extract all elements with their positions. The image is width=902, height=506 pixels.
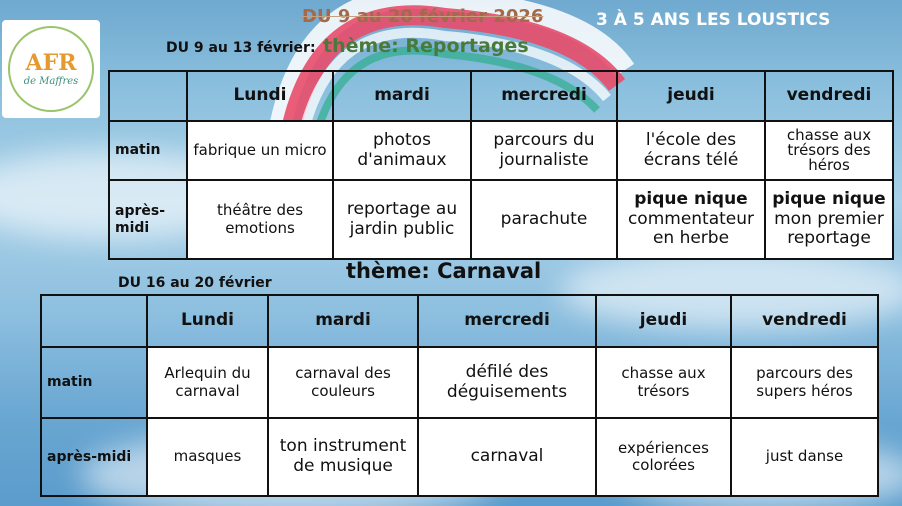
activity-cell: chasse aux trésors [596, 347, 731, 418]
activity-text: mon premier reportage [774, 208, 884, 249]
pique-nique-label: pique nique [772, 189, 886, 210]
activity-cell: parcours du journaliste [471, 121, 617, 180]
activity-cell: théâtre des emotions [187, 180, 333, 259]
day-header: mercredi [418, 295, 596, 347]
logo-subtitle: de Maffres [23, 76, 79, 87]
activity-cell: chasse aux trésors des héros [765, 121, 893, 180]
week2-theme: thème: Carnaval [346, 259, 542, 283]
corner-cell [41, 295, 147, 347]
activity-cell: carnaval [418, 418, 596, 496]
table-row [109, 121, 893, 180]
day-header: Lundi [187, 71, 333, 121]
week2-label: DU 16 au 20 février [118, 275, 272, 291]
day-header: mercredi [471, 71, 617, 121]
row-label-apres-midi: après-midi [109, 180, 187, 259]
day-header: vendredi [731, 295, 878, 347]
activity-cell: défilé des déguisements [418, 347, 596, 418]
activity-cell [617, 180, 765, 259]
activity-cell: l'école des écrans télé [617, 121, 765, 180]
table-header-row [41, 295, 878, 347]
table-row [109, 180, 893, 259]
activity-cell: photos d'animaux [333, 121, 471, 180]
row-label-apres-midi: après-midi [41, 418, 147, 496]
row-label-matin: matin [109, 121, 187, 180]
table-header-row [109, 71, 893, 121]
afr-logo [2, 20, 100, 118]
activity-cell: Arlequin du carnaval [147, 347, 268, 418]
page-title: DU 9 au 20 février 2026 [302, 6, 544, 27]
week1-schedule-table [108, 70, 894, 260]
week1-theme: thème: Reportages [323, 35, 529, 57]
day-header: jeudi [617, 71, 765, 121]
activity-cell: expériences colorées [596, 418, 731, 496]
week1-label: DU 9 au 13 février: [166, 40, 316, 56]
activity-cell: fabrique un micro [187, 121, 333, 180]
pique-nique-label: pique nique [634, 189, 748, 210]
corner-cell [109, 71, 187, 121]
day-header: vendredi [765, 71, 893, 121]
day-header: jeudi [596, 295, 731, 347]
row-label-matin: matin [41, 347, 147, 418]
table-row [41, 347, 878, 418]
day-header: mardi [333, 71, 471, 121]
activity-cell: masques [147, 418, 268, 496]
activity-cell: ton instrument de musique [268, 418, 418, 496]
activity-cell [765, 180, 893, 259]
activity-cell: parcours des supers héros [731, 347, 878, 418]
week2-schedule-table [40, 294, 879, 497]
logo-title: AFR [25, 50, 77, 76]
activity-cell: parachute [471, 180, 617, 259]
activity-cell: reportage au jardin public [333, 180, 471, 259]
activity-text: commentateur en herbe [627, 208, 755, 249]
activity-cell: carnaval des couleurs [268, 347, 418, 418]
table-row [41, 418, 878, 496]
day-header: Lundi [147, 295, 268, 347]
group-title: 3 À 5 ANS LES LOUSTICS [596, 10, 831, 30]
day-header: mardi [268, 295, 418, 347]
activity-cell: just danse [731, 418, 878, 496]
